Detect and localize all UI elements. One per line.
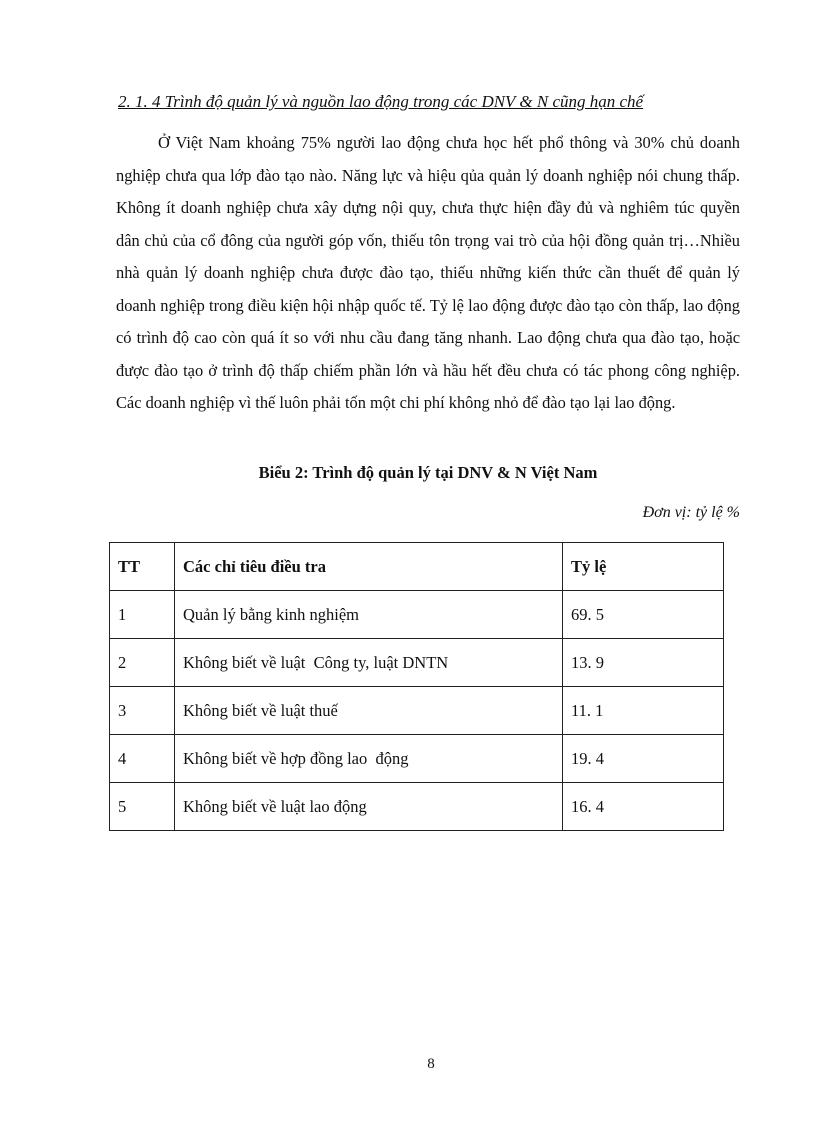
- row-index: 5: [110, 783, 175, 831]
- row-rate: 69. 5: [563, 591, 724, 639]
- table-row: [110, 783, 724, 831]
- row-index: 1: [110, 591, 175, 639]
- header-tt: TT: [110, 543, 175, 591]
- row-rate: 13. 9: [563, 639, 724, 687]
- row-criteria: Không biết về luật lao động: [175, 783, 563, 831]
- table-header-row: [110, 543, 724, 591]
- table-row: [110, 591, 724, 639]
- row-rate: 19. 4: [563, 735, 724, 783]
- table-row: [110, 639, 724, 687]
- row-criteria: Không biết về luật Công ty, luật DNTN: [175, 639, 563, 687]
- row-rate: 16. 4: [563, 783, 724, 831]
- page-number: 8: [427, 1056, 435, 1072]
- row-index: 3: [110, 687, 175, 735]
- table-row: [110, 687, 724, 735]
- table-row: [110, 735, 724, 783]
- row-criteria: Quản lý bằng kinh nghiệm: [175, 591, 563, 639]
- row-rate: 11. 1: [563, 687, 724, 735]
- management-level-table: [109, 542, 724, 831]
- row-index: 4: [110, 735, 175, 783]
- row-index: 2: [110, 639, 175, 687]
- body-paragraph: Ở Việt Nam khoảng 75% người lao động chưa học hết phổ thông và 30% chủ doanh nghiệp chưa qua lớp đào tạo nào. Năng lực và hiệu qủa quản lý doanh nghiệp nói chung thấp. Không ít doanh nghiệp chưa xây dựng nội quy, chưa thực hiện đầy đủ và nghiêm túc quyền dân chủ của cổ đông của người góp vốn, thiếu tôn trọng vai trò của hội đồng quản trị…Nhiều nhà quản lý doanh nghiệp chưa được đào tạo, thiếu những kiến thức cần thuết để quản lý doanh nghiệp trong điều kiện hội nhập quốc tế. Tỷ lệ lao động được đào tạo còn thấp, lao động có trình độ cao còn quá ít so với nhu cầu đang tăng nhanh. Lao động chưa qua đào tạo, hoặc được đào tạo ở trình độ thấp chiếm phần lớn và hầu hết đều chưa có tác phong công nghiệp. Các doanh nghiệp vì thế luôn phải tốn một chi phí không nhỏ để đào tạo lại lao động.: [116, 133, 740, 412]
- row-criteria: Không biết về luật thuế: [175, 687, 563, 735]
- unit-note: Đơn vị: tỷ lệ %: [642, 504, 740, 521]
- header-rate: Tỷ lệ: [563, 543, 724, 591]
- table-caption: Biểu 2: Trình độ quản lý tại DNV & N Việt Nam: [258, 463, 598, 482]
- row-criteria: Không biết về hợp đồng lao động: [175, 735, 563, 783]
- header-criteria: Các chỉ tiêu điều tra: [175, 543, 563, 591]
- section-heading: 2. 1. 4 Trình độ quản lý và nguồn lao động trong các DNV & N cũng hạn chế: [118, 92, 644, 111]
